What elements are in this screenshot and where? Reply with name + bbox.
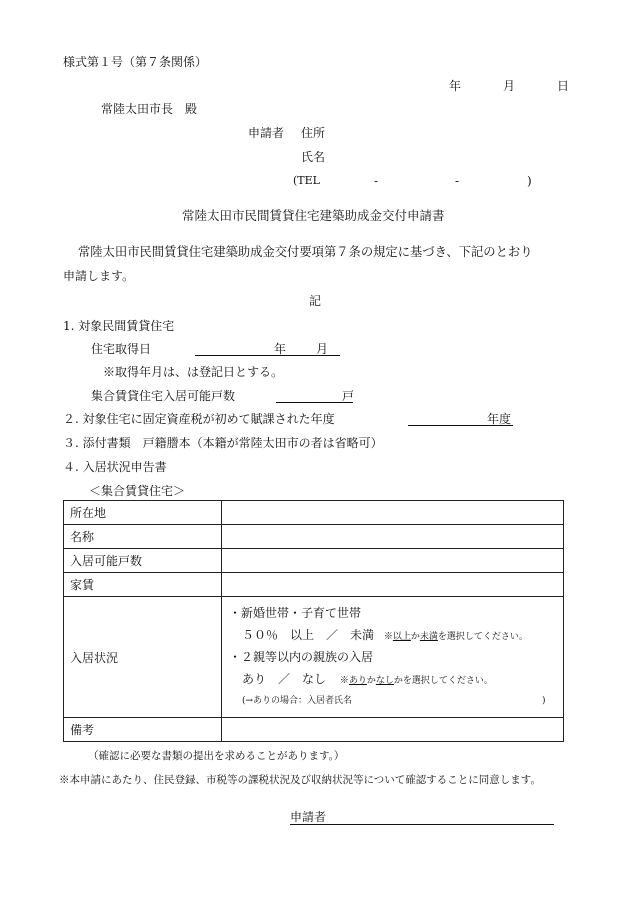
table-row <box>64 597 564 718</box>
date-year-label: 年 <box>449 79 462 93</box>
relatives-choice[interactable]: あり ／ なし <box>242 672 327 686</box>
tel-dash-1: - <box>374 174 379 188</box>
newlywed-household-line: ・新婚世帯・子育て世帯 <box>229 606 362 620</box>
acquisition-date-label: 住宅取得日 <box>91 342 152 356</box>
applicant-label: 申請者 <box>248 126 285 140</box>
rent-input[interactable] <box>222 573 564 597</box>
ki-label: 記 <box>309 294 322 308</box>
available-units-label: 入居可能戸数 <box>64 549 222 573</box>
acquisition-year-label: 年 <box>274 342 287 356</box>
building-name-input[interactable] <box>222 525 564 549</box>
occupant-name-open: (→ありの場合：入居者氏名 <box>242 696 353 706</box>
relatives-choice-line <box>229 668 557 690</box>
table-row <box>64 573 564 597</box>
table-row <box>64 525 564 549</box>
section-4-text: ４. 入居状況申告書 <box>63 460 167 474</box>
occupancy-status-label: 入居状況 <box>64 597 222 718</box>
section-2-text: ２. 対象住宅に固定資産税が初めて賦課された年度 <box>63 412 335 426</box>
remarks-input[interactable] <box>222 718 564 742</box>
table-row <box>64 501 564 525</box>
percentage-choice-line <box>229 624 557 646</box>
acquisition-note: ※取得年月は、は登記日とする。 <box>103 365 284 379</box>
occupant-name-line[interactable] <box>229 690 557 712</box>
percentage-choice[interactable]: ５０％ 以上 ／ 未満 <box>242 628 375 642</box>
section-3-text: ３. 添付書類 戸籍謄本（本籍が常陸太田市の者は省略可） <box>63 436 383 450</box>
name-label: 氏名 <box>301 150 326 164</box>
tel-close: ) <box>527 174 532 188</box>
location-label: 所在地 <box>64 501 222 525</box>
tel-dash-2: - <box>455 174 460 188</box>
remarks-label: 備考 <box>64 718 222 742</box>
intro-line-2: 申請します。 <box>63 269 135 283</box>
occupancy-table <box>63 500 564 742</box>
signature-field[interactable] <box>290 811 554 825</box>
units-label: 集合賃貸住宅入居可能戸数 <box>91 389 236 403</box>
rent-label: 家賃 <box>64 573 222 597</box>
acquisition-month-label: 月 <box>316 342 329 356</box>
percentage-note: ※以上か未満を選択してください。 <box>383 632 528 642</box>
date-day-label: 日 <box>557 79 570 93</box>
collective-housing-subheading: ＜集合賃貸住宅＞ <box>89 484 186 498</box>
footnote: （確認に必要な書類の提出を求めることがあります。） <box>88 750 345 762</box>
tel-open: (TEL <box>293 174 320 187</box>
table-row <box>64 718 564 742</box>
available-units-input[interactable] <box>222 549 564 573</box>
page-title: 常陸太田市民間賃貸住宅建築助成金交付申請書 <box>182 208 445 223</box>
units-suffix: 戸 <box>342 389 355 403</box>
relatives-line: ・２親等以内の親族の入居 <box>229 650 374 664</box>
building-name-label: 名称 <box>64 525 222 549</box>
intro-line-1: 常陸太田市民間賃貸住宅建築助成金交付要項第７条の規定に基づき、下記のとおり <box>78 245 533 259</box>
occupancy-status-cell <box>222 597 564 718</box>
relatives-note: ※ありかなしかを選択してください。 <box>339 676 493 686</box>
occupant-name-close: ) <box>542 696 546 706</box>
tax-year-suffix: 年度 <box>487 412 512 426</box>
consent-statement: ※本申請にあたり、住民登録、市税等の課税状況及び収納状況等について確認することに同意します。 <box>59 774 541 786</box>
table-row <box>64 549 564 573</box>
addressee: 常陸太田市長 殿 <box>101 102 198 116</box>
section-1-heading: 1. 対象民間賃貸住宅 <box>63 319 175 333</box>
location-input[interactable] <box>222 501 564 525</box>
form-number: 様式第１号（第７条関係） <box>63 55 208 69</box>
address-label: 住所 <box>301 126 326 140</box>
date-month-label: 月 <box>503 79 516 93</box>
signature-label: 申請者 <box>290 810 327 824</box>
